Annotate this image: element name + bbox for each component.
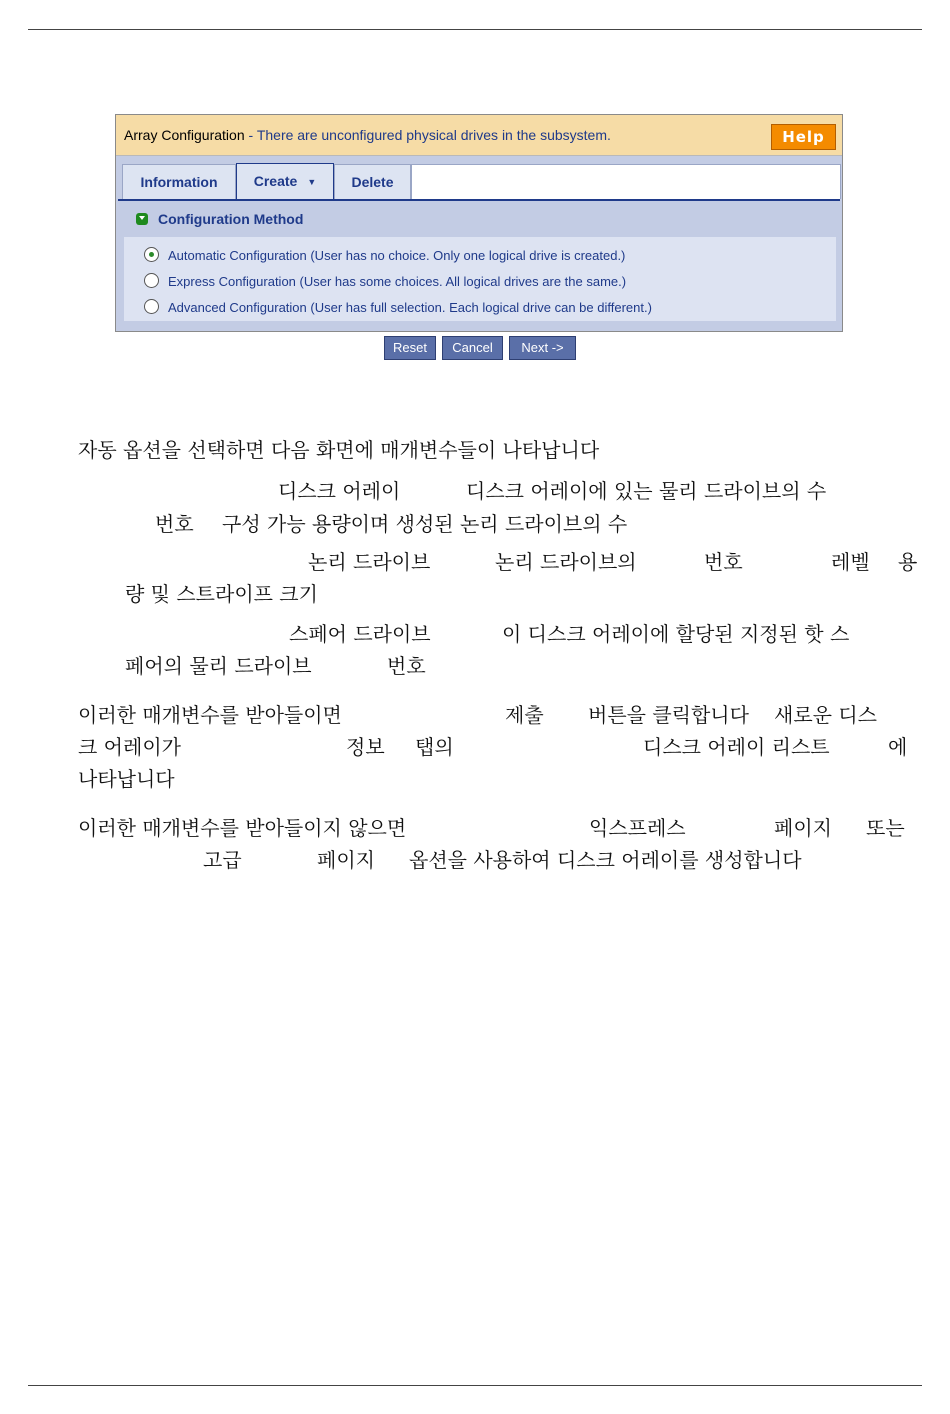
tab-delete[interactable]: Delete: [334, 164, 411, 199]
para1-text-i: 에: [888, 735, 908, 759]
item2-desc: 논리 드라이브의: [495, 550, 637, 574]
item2-level: 레벨: [831, 550, 870, 574]
item3-desc: 이 디스크 어레이에 할당된 지정된 핫 스: [502, 622, 850, 646]
intro-text: 자동 옵션을 선택하면 다음 화면에 매개변수들이 나타납니다: [78, 438, 600, 462]
para1-list: 디스크 어레이 리스트: [643, 735, 830, 759]
chevron-down-icon[interactable]: ▼: [307, 177, 317, 188]
top-rule: [28, 29, 922, 30]
item1-number: 번호: [155, 512, 194, 536]
para2-express: 익스프레스: [589, 816, 686, 840]
radio-express[interactable]: [144, 273, 159, 288]
item2-desc-2: 량 및 스트라이프 크기: [125, 582, 318, 606]
bottom-rule: [28, 1385, 922, 1386]
collapse-icon[interactable]: [136, 213, 148, 225]
radio-automatic[interactable]: [144, 247, 159, 262]
help-button[interactable]: Help: [771, 124, 836, 150]
para1-text-a: 이러한 매개변수를 받아들이면: [78, 703, 342, 727]
panel-header: [116, 115, 842, 156]
item1-term: 디스크 어레이: [278, 479, 401, 503]
option-advanced-label: Advanced Configuration (User has full selection. Each logical drive can be different.): [168, 300, 652, 315]
section-title-text: Configuration Method: [158, 211, 304, 227]
item3-term: 스페어 드라이브: [289, 622, 431, 646]
option-automatic[interactable]: [144, 247, 625, 263]
item2-number: 번호: [704, 550, 743, 574]
para1-tab: 탭의: [415, 735, 454, 759]
para2-text-a: 이러한 매개변수를 받아들이지 않으면: [78, 816, 407, 840]
radio-advanced[interactable]: [144, 299, 159, 314]
panel-message: - There are unconfigured physical drives in the subsystem.: [244, 127, 611, 143]
tab-information[interactable]: Information: [122, 164, 236, 199]
para1-info: 정보: [346, 735, 385, 759]
tab-bar: [116, 156, 842, 200]
option-express[interactable]: [144, 273, 626, 289]
tab-bar-fill: [411, 164, 841, 199]
item1-desc-2: 구성 가능 용량이며 생성된 논리 드라이브의 수: [222, 512, 628, 536]
tab-create-label: Create: [253, 173, 298, 189]
config-options: [124, 237, 836, 321]
option-advanced[interactable]: [144, 299, 652, 315]
tab-underline: [118, 199, 840, 201]
next-button[interactable]: Next ->: [509, 336, 576, 360]
para2-page-2: 페이지: [317, 848, 375, 872]
item3-desc-2: 페어의 물리 드라이브: [125, 654, 312, 678]
cancel-button[interactable]: Cancel: [442, 336, 503, 360]
para2-or: 또는: [866, 816, 905, 840]
para2-advanced: 고급: [203, 848, 242, 872]
panel-title-text: Array Configuration: [124, 127, 245, 143]
option-automatic-label: Automatic Configuration (User has no choice. Only one logical drive is created.): [168, 248, 626, 263]
item3-number: 번호: [387, 654, 426, 678]
section-title[interactable]: [136, 211, 303, 227]
reset-button[interactable]: Reset: [384, 336, 436, 360]
option-express-label: Express Configuration (User has some choices. All logical drives are the same.): [168, 274, 627, 289]
para2-page: 페이지: [774, 816, 832, 840]
tab-create[interactable]: [236, 163, 334, 200]
para1-text-e: 크 어레이가: [78, 735, 181, 759]
item1-desc: 디스크 어레이에 있는 물리 드라이브의 수: [466, 479, 827, 503]
item2-term: 논리 드라이브: [308, 550, 431, 574]
para1-text-j: 나타납니다: [78, 767, 175, 791]
para1-text-d: 새로운 디스: [774, 703, 877, 727]
array-configuration-panel: [115, 114, 843, 332]
para2-text-g: 옵션을 사용하여 디스크 어레이를 생성합니다: [409, 848, 802, 872]
para1-text-c: 버튼을 클릭합니다: [588, 703, 749, 727]
panel-title: [124, 127, 611, 143]
item2-cap-start: 용: [898, 550, 918, 574]
para1-submit: 제출: [505, 703, 544, 727]
